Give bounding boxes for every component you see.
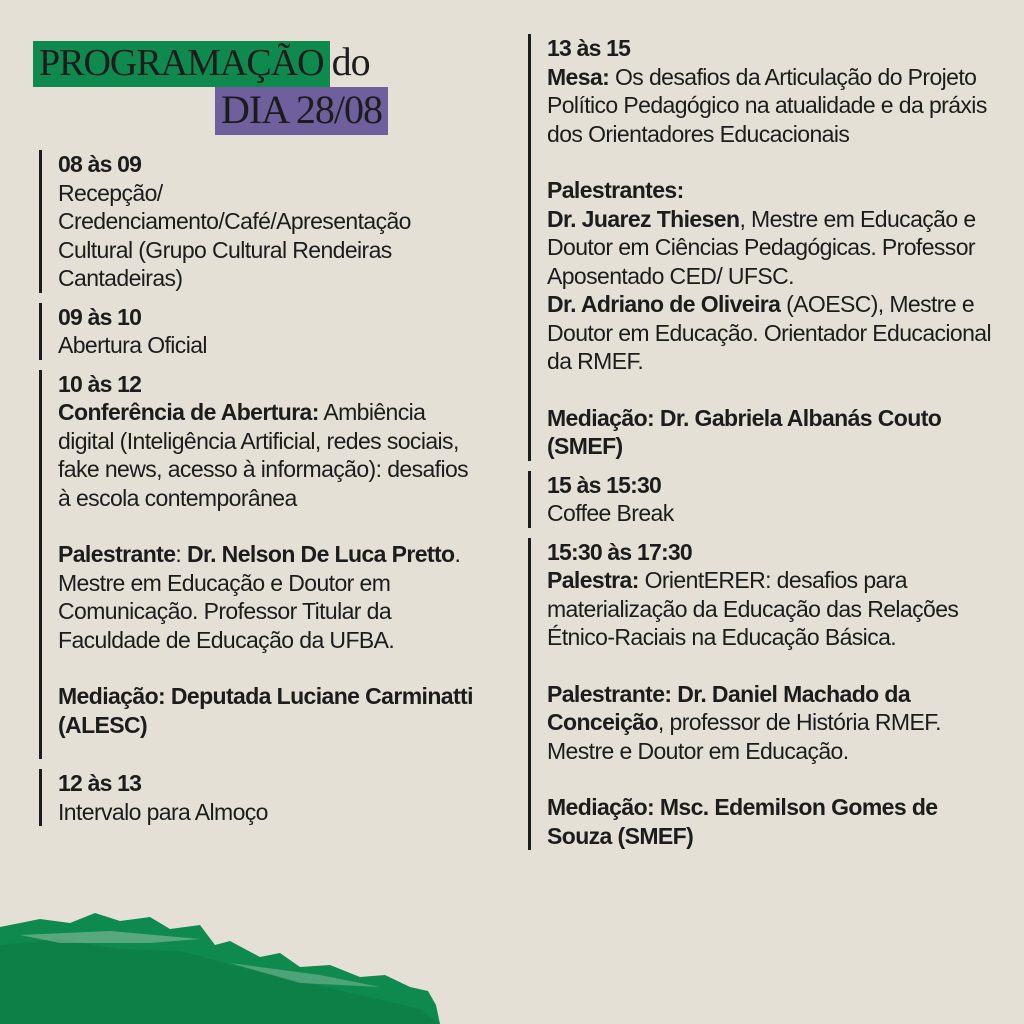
speaker-1-bio: , Mestre em Educação e Doutor em Ciências Pedagógicas. Professor Aposentado CED/ UFSC. — [547, 205, 976, 289]
title-date-purple: DIA 28/08 — [215, 87, 388, 135]
item-text-line: Cantadeiras) — [58, 265, 183, 291]
mediation-text: Mediação: Dr. Gabriela Albanás Couto (SMEF) — [547, 404, 942, 459]
item-text-line: Cultural (Grupo Cultural Rendeiras — [58, 236, 392, 263]
item-time: 13 às 15 — [547, 35, 631, 61]
speaker-label-name: Palestrante: Dr. Daniel Machado da Conceição — [547, 680, 911, 735]
panel-label: Mesa: — [547, 63, 610, 90]
speaker-bio: . Mestre em Educação e Doutor em Comunicação. Professor Titular da Faculdade de Educação da UFBA. — [58, 541, 461, 653]
title-connector: do — [331, 39, 370, 84]
item-time: 15:30 às 17:30 — [547, 538, 692, 565]
item-text-line: Recepção/ — [58, 179, 163, 206]
item-text-line: Abertura Oficial — [58, 332, 207, 358]
schedule-item-1000 — [39, 370, 478, 760]
item-time: 15 às 15:30 — [547, 471, 661, 498]
mediation-text: Mediação: Deputada Luciane Carminatti (ALESC) — [58, 683, 473, 738]
item-time: 09 às 10 — [58, 303, 142, 330]
speaker-label: Palestrante — [58, 541, 176, 567]
item-text-line: Credenciamento/Café/Apresentação — [58, 208, 411, 234]
mediation-text: Mediação: Msc. Edemilson Gomes de Souza (SMEF) — [547, 794, 938, 849]
title-highlight-green: PROGRAMAÇÃO — [33, 41, 330, 87]
speakers-label: Palestrantes: — [547, 177, 684, 203]
item-text-line: Coffee Break — [547, 500, 674, 526]
talk-description — [547, 566, 1002, 652]
schedule-left-column — [39, 150, 509, 836]
schedule-item-1530 — [528, 538, 1002, 851]
schedule-item-1300 — [528, 34, 1002, 461]
speaker-1 — [547, 205, 1002, 291]
title-line-1 — [33, 38, 370, 87]
speaker-name: Dr. Nelson De Luca Pretto — [187, 541, 455, 567]
item-time: 12 às 13 — [58, 770, 142, 796]
speaker-2 — [547, 290, 1002, 376]
schedule-item-0900 — [39, 303, 509, 360]
mediation — [547, 404, 1002, 461]
conference-label: Conferência de Abertura: — [58, 399, 319, 425]
speaker-2-name: Dr. Adriano de Oliveira — [547, 291, 781, 317]
speaker-2-bio: (AOESC), Mestre e Doutor em Educação. Orientador Educacional da RMEF. — [547, 291, 992, 374]
talk-text: OrientERER: desafios para materialização da Educação das Relações Étnico-Raciais na Educação Básica. — [547, 567, 959, 650]
speaker-description — [58, 540, 478, 654]
conference-text: Ambiência digital (Inteligência Artificial, redes sociais, fake news, acesso à informação): desafios à escola contemporânea — [58, 399, 469, 511]
mediation — [547, 793, 1002, 850]
speaker-description — [547, 680, 1002, 766]
speaker-bio: , professor de História RMEF. Mestre e Doutor em Educação. — [547, 709, 941, 764]
speaker-1-name: Dr. Juarez Thiesen — [547, 205, 740, 232]
item-text-line: Intervalo para Almoço — [58, 798, 268, 825]
panel-description — [547, 63, 1002, 149]
item-time: 10 às 12 — [58, 370, 142, 397]
mediation — [58, 682, 478, 739]
speaker-separator: : — [175, 541, 188, 567]
talk-label: Palestra: — [547, 567, 639, 593]
panel-text: Os desafios da Articulação do Projeto Político Pedagógico na atualidade e da práxis dos Orientadores Educacionais — [547, 63, 987, 147]
schedule-item-1500 — [528, 471, 998, 528]
green-brush-stroke-decoration — [0, 905, 440, 1024]
schedule-item-0800 — [39, 150, 509, 293]
schedule-item-1200 — [39, 769, 509, 826]
conference-description — [58, 398, 478, 512]
title-line-2 — [215, 87, 388, 135]
schedule-right-column — [528, 34, 998, 860]
item-time: 08 às 09 — [58, 151, 142, 177]
